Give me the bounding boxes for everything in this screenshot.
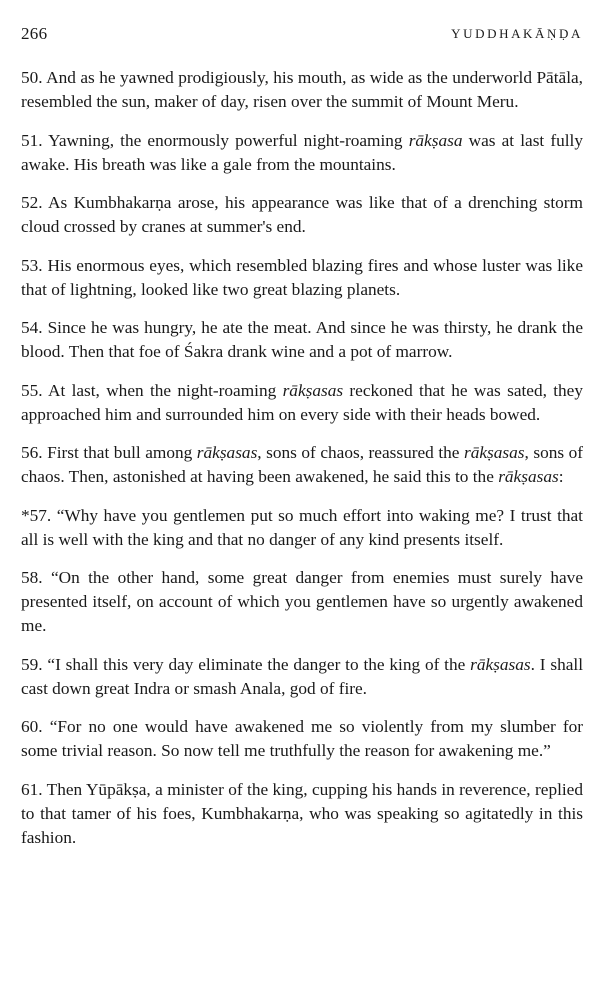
- sanskrit-term: rākṣasas: [463, 443, 525, 462]
- verse-54: [21, 316, 583, 364]
- page-number: 266: [21, 24, 48, 43]
- verse-text: reckoned that he was sated, they approached him and surrounded him on every side with their heads bowed.: [21, 380, 583, 424]
- verse-text: 55. At last, when the night-roaming: [21, 380, 283, 400]
- verse-58: [21, 566, 583, 638]
- verse-text: . I shall cast down great Indra or smash Anala, god of fire.: [21, 654, 583, 698]
- verse-text: 50. And as he yawned prodigiously, his mouth, as wide as the underworld Pātāla, resembled the sun, maker of day, risen over the summit of Mount Meru.: [21, 68, 583, 111]
- running-head: YUDDHAKĀṆḌA: [451, 26, 583, 41]
- verse-text: 51. Yawning, the enormously powerful night-roaming: [21, 130, 409, 150]
- verse-text: 53. His enormous eyes, which resembled blazing fires and whose luster was like that of lightning, looked like two great blazing planets.: [21, 255, 583, 299]
- sanskrit-term: rākṣasas: [282, 380, 344, 400]
- verse-56: [21, 441, 583, 489]
- verse-text: 52. As Kumbhakarṇa arose, his appearance was like that of a drenching storm cloud crossed by cranes at summer's end.: [21, 193, 583, 236]
- verse-text: 60. “For no one would have awakened me so violently from my slumber for some trivial reason. So now tell me truthfully the reason for awakening me.”: [21, 717, 583, 760]
- verse-text: :: [558, 467, 564, 486]
- sanskrit-term: rākṣasa: [408, 130, 463, 150]
- verse-text: 59. “I shall this very day eliminate the danger to the king of the: [21, 654, 471, 674]
- verse-text: , sons of chaos, reassured the: [257, 443, 464, 462]
- verse-59: [21, 653, 583, 701]
- verse-53: [21, 254, 583, 302]
- verse-text: 56. First that bull among: [21, 443, 197, 462]
- verse-text: , sons of chaos. Then, astonished at having been awakened, he said this to the: [21, 443, 583, 486]
- verse-60: [21, 715, 583, 763]
- verse-61: [21, 778, 583, 850]
- verse-text: *57. “Why have you gentlemen put so much effort into waking me? I trust that all is well with the king and that no danger of any kind presents itself.: [21, 505, 583, 549]
- verse-52: [21, 191, 583, 239]
- sanskrit-term: rākṣasas: [196, 443, 258, 462]
- verse-list: [21, 66, 583, 850]
- verse-50: [21, 66, 583, 114]
- sanskrit-term: rākṣasas: [470, 654, 531, 674]
- verse-57: [21, 504, 583, 552]
- verse-51: [21, 129, 583, 177]
- verse-text: 58. “On the other hand, some great danger from enemies must surely have presented itself, on account of which you gentlemen have so urgently awakened me.: [21, 568, 583, 635]
- verse-55: [21, 379, 583, 427]
- page-header: [21, 0, 583, 48]
- verse-text: 54. Since he was hungry, he ate the meat. And since he was thirsty, he drank the blood. Then that foe of Śakra drank wine and a pot of marrow.: [21, 318, 583, 361]
- verse-text: 61. Then Yūpākṣa, a minister of the king, cupping his hands in reverence, replied to that tamer of his foes, Kumbhakarṇa, who was speaking so agitatedly in this fashion.: [21, 779, 583, 847]
- sanskrit-term: rākṣasas: [498, 467, 559, 486]
- verse-text: was at last fully awake. His breath was like a gale from the mountains.: [21, 130, 583, 174]
